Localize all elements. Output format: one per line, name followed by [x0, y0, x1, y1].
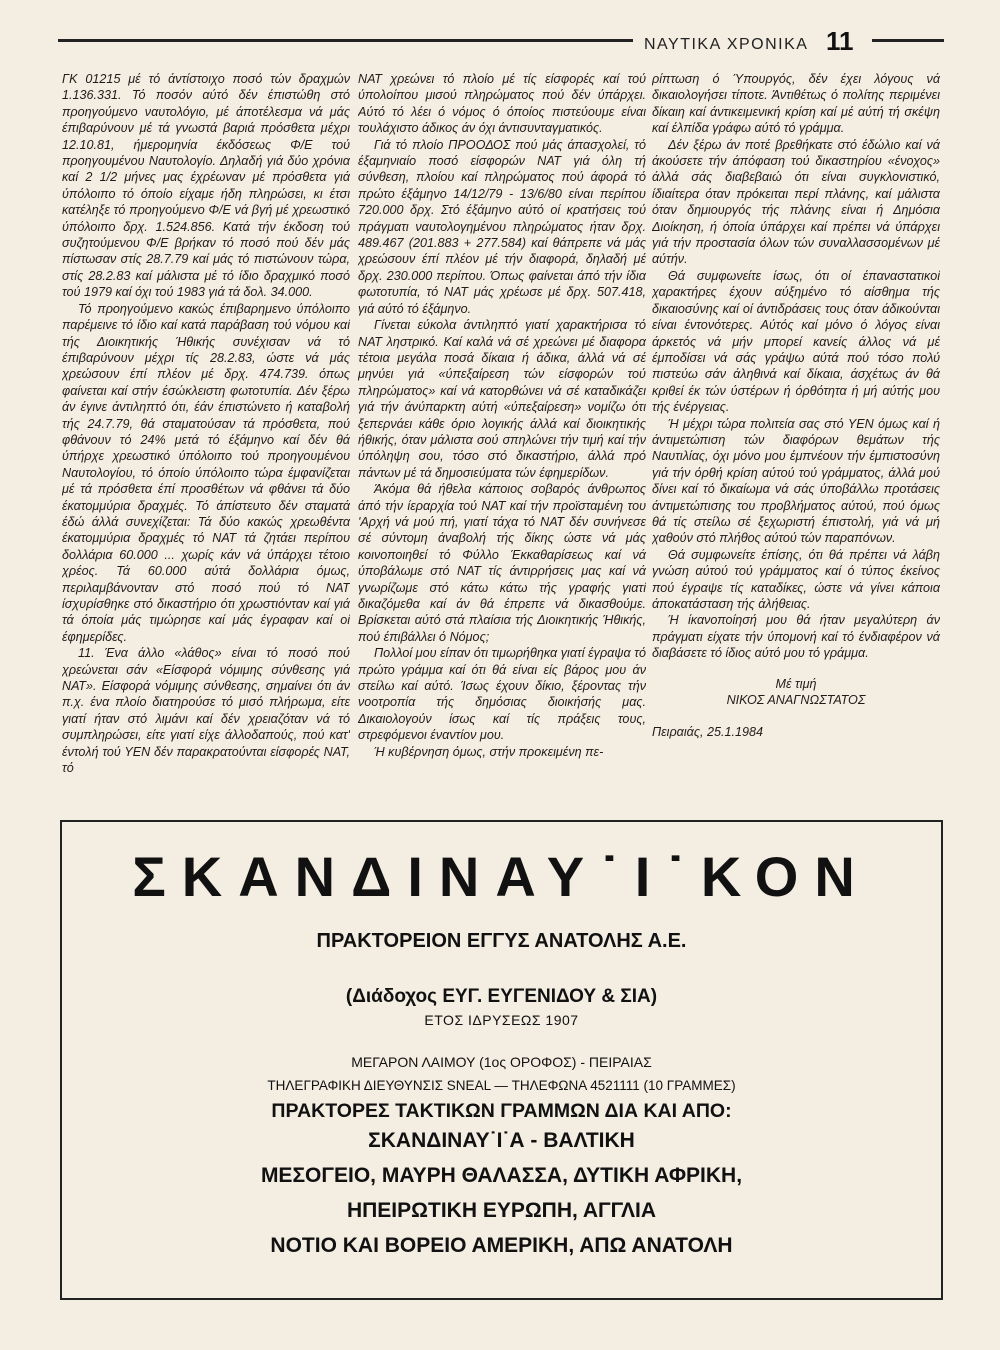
advertisement-box: [60, 820, 943, 1300]
ad-lines-heading: ΠΡΑΚΤΟΡΕΣ ΤΑΚΤΙΚΩΝ ΓΡΑΜΜΩΝ ΔΙΑ ΚΑΙ ΑΠΟ:: [271, 1100, 732, 1122]
ad-destination: ΗΠΕΙΡΩΤΙΚΗ ΕΥΡΩΠΗ, ΑΓΓΛΙΑ: [346, 1199, 657, 1222]
ad-destination: ΣΚΑΝΔΙΝΑΥ˙Ι˙Α - ΒΑΛΤΙΚΗ: [368, 1129, 635, 1152]
paragraph: Τό προηγούμενο κακώς έπιβαρημενο ύπόλοιπο παρέμεινε τό ίδιο καί κατά παράβαση τού νόμου καί τής Διοικητικής Ήθικής συνέχισαν νά τό έπιβαρύνουν μέχρι τίς 28.2.83, ώστε νά μάς χρεώσουν έπί πλέον μέ δρχ. 474.739. όπως φαίνεται καί στήν έσώκλειστη φωτοτυπία. Δέν ξέρω άν έγινε άντιληπτό ότι, έάν έπιστώνετο ή καταβολή τής 24.7.79, θά σταματούσαν τά πρόσθετα, πού φθάνουν τό 24% μετά τό έξάμηνο καί δέν θά ύπήρχε χρεωστικό ύπόλοιπο τού προηγουμένου Ναυτολογίου, τό όποίο ύπόλοιπο τώρα έμφανίζεται μέ τά πρόσθετα έπί προσθέτων νά φθάνει τά δύο έκατομμύρια δραχμές. Τό άπίστευτο δέν σταματά έδώ άλλά συνεχίζεται: Τά δύο κακώς χρεωθέντα έκατομμύρια δραχμές τό ΝΑΤ τά ζητάει περίπου δολλάρια 60.000 ... χωρίς κάν νά ύπάρχει τέτοιο χρέος. Τά 60.000 αύτά δολλάρια όμως, περιλαμβάνονταν στό ποσό πού τό ΝΑΤ ίσχυρίσθηκε στό δικαστήριο ότι χρωστιόνταν καί γιά τά όποία μάς τιμώρησε καί μάς έγραφαν καί οί έφημερίδες.: [62, 301, 350, 644]
ad-successor-line: (Διάδοχος ΕΥΓ. ΕΥΓΕΝΙΔΟΥ & ΣΙΑ): [345, 986, 658, 1007]
magazine-title: ΝΑΥΤΙΚΑ ΧΡΟΝΙΚΑ: [644, 36, 809, 53]
page-number: 11: [826, 26, 854, 56]
paragraph: Άκόμα θά ήθελα κάποιος σοβαρός άνθρωπος άπό τήν ίεραρχία τού ΝΑΤ καί τήν προϊσταμένη του 'Αρχή νά μού πή, γιατί τάχα τό ΝΑΤ δέν συνήνεσε σέ σύντομη άναβολή τής δίκης ώστε νά μάς κοινοποιηθεί τό Φύλλο Έκκαθαρίσεως καί νά ύποβάλωμε στό ΝΑΤ τίς άντιρρήσεις μας καί νά γνωρίζωμε στό κάτω κάτω τής γραφής γιατί δικαζόμεθα καί άν θά έπρεπε νά δικασθούμε. Βρίσκεται αύτό στά πλαίσια τής Διοικητικής Ήθικής, πού έπιβάλλει ό Νόμος;: [358, 482, 646, 644]
paragraph: Θά συμφωνείτε έπίσης, ότι θά πρέπει νά λάβη γνώση αύτού τού γράμματος καί ό τύπος έκείνος πού έγραψε τίς καταδίκες, ώστε νά γίνει κάποια άποκατάσταση τής άλήθειας.: [652, 547, 940, 611]
paragraph: ΝΑΤ χρεώνει τό πλοίο μέ τίς είσφορές καί τού ύπολοίπου μισού πληρώματος πού δέν ύπάρχει. Αύτό τό λέει ό νόμος ό όποίος πιστεύουμε είναι τουλάχιστο άδικος άν όχι άντισυνταγματικός.: [358, 72, 646, 136]
paragraph: Γιά τό πλοίο ΠΡΟΟΔΟΣ πού μάς άπασχολεί, τό έξαμηνιαίο ποσό είσφορών ΝΑΤ γιά όλη τή σύνθεση, πλοίου καί πληρώματος πού άφορά τό πρώτο έξάμηνο 14/12/79 - 13/6/80 είναι περίπου 720.000 δρχ. Στό έξάμηνο αύτό οί κρατήσεις τού πράγματι ναυτολογημένου πληρώματος ήταν δρχ. 489.467 (201.883 + 277.584) καί θάπρεπε νά μάς χρεώσουν έπί πλέον μέ τήν διαφορά, δηλαδή μέ δρχ. 230.000 περίπου. Όπως φαίνεται άπό τήν ίδια φωτοτυπία, τό ΝΑΤ μάς χρέωσε μέ δρχ. 507.418, γιά αύτό τό έξάμηνο.: [358, 137, 646, 316]
paragraph: Ή ίκανοποίησή μου θά ήταν μεγαλύτερη άν πράγματι είχατε τήν ύπομονή καί τό ένδιαφέρον νά διαβάσετε τό ίδιος αύτό μου τό γράμμα.: [652, 613, 940, 661]
paragraph: 11. Ένα άλλο «λάθος» είναι τό ποσό πού χρεώνεται σάν «Είσφορά νόμιμης σύνθεσης γιά ΝΑΤ». Είσφορά νόμιμης σύνθεσης, σημαίνει ότι άν π.χ. ένα πλοίο διατηρούσε τό μισό πλήρωμα, είτε γιατί ήταν στό λιμάνι καί δέν χρειαζόταν νά τό συμπληρώσει, είτε γιατί είχε άλλοδαπούς, πού κατ' έντολή τού ΥΕΝ δέν παρακρατούνται είσφορές ΝΑΤ, τό: [62, 646, 350, 776]
paragraph: Θά συμφωνείτε ίσως, ότι οί έπαναστατικοί χαρακτήρες έχουν αύξημένο τό αίσθημα τής δικαιοσύνης καί οί άντιδράσεις τους όταν άδικούνται είναι έντονότερες. Αύτός καί μόνο ό λόγος είναι άρκετός νά μήν μπορεί κανείς άλλος νά μέ έμποδίσει νά σάς γράψω αύτά πού τόσο πολύ πιστεύω σάν άληθινά καί δίκαια, άσχέτως άν θά κριθεί έκ τών ύστέρων ή όρθότητα ή μή αύτής μου τής ένέργειας.: [652, 268, 940, 415]
paragraph: ρίπτωση ό Ύπουργός, δέν έχει λόγους νά δικαιολογήσει τίποτε. Άντιθέτως ό πολίτης περιμένει δίκαιη καί άντικειμενική κρίση καί μέ αύτή τή σκέψη καί έλπίδα γράφω αύτό τό γράμμα.: [652, 72, 940, 136]
paragraph: Δέν ξέρω άν ποτέ βρεθήκατε στό έδώλιο καί νά άκούσετε τήν άπόφαση τού δικαστηρίου «ένοχος» άλλά σάς διαβεβαιώ ότι είναι συγκλονιστικό, ίδιαίτερα όταν πρόκειται περί πλάνης, καί μάλιστα όταν δημιουργός τής πλάνης είναι ή Δημόσια Διοίκηση, ή όποία ύπάρχει καί πρέπει νά ύπάρχει γιά τήν προστασία όλων τών συναλλασσομένων μέ αύτήν.: [652, 137, 940, 267]
text-column-1: [62, 71, 350, 811]
header-rule-right: [872, 39, 944, 42]
text-column-2: [358, 71, 646, 791]
ad-company-name: ΠΡΑΚΤΟΡΕΙΟΝ ΕΓΓΥΣ ΑΝΑΤΟΛΗΣ Α.Ε.: [316, 930, 687, 952]
header-rule-left: [58, 39, 633, 42]
ad-founded-year: ΕΤΟΣ ΙΔΡΥΣΕΩΣ 1907: [424, 1012, 579, 1028]
signature-closing: Μέ τιμή: [775, 676, 817, 691]
ad-destination: ΜΕΣΟΓΕΙΟ, ΜΑΥΡΗ ΘΑΛΑΣΣΑ, ΔΥΤΙΚΗ ΑΦΡΙΚΗ,: [260, 1164, 743, 1187]
paragraph: ΓΚ 01215 μέ τό άντίστοιχο ποσό τών δραχμών 1.136.331. Τό ποσόν αύτό δέν έπιστώθη στό προηγούμενο ναυτολόγιο, μέ άποτέλεσμα νά μάς έπιβαρύνουν μέ τά γνωστά βαριά πρόσθετα μέχρι 12.10.81, ήμερομηνία έκδόσεως Φ/Ε τού προηγουμένου Ναυτολογίο. Δηλαδή γιά δύο χρόνια καί 2 1/2 μήνες μας έχρέωναν μέ πρόσθετα γιά ύπόλοιπο τό όποίο είχαμε ήδη πληρώσει, κι έτσι κατέληξε τό προηγούμενο Φ/Ε νά βγή μέ χρεωστικό ύπόλοιπο δρχ. 1.524.856. Κατά τήν έκδοση τού συζητούμενου Φ/Ε βρήκαν τό ποσό πού δέν μάς πίστωσαν στίς 28.7.79 καί μάς τό πιστώνουν τώρα, στίς 28.2.83 καί μάλιστα μέ τό ίδιο δραχμικό ποσό τού 1979 καί όχι τού 1983 γιά τά δολ. 34.000.: [62, 72, 350, 300]
paragraph: Ή κυβέρνηση όμως, στήν προκειμένη πε-: [374, 744, 604, 759]
paragraph: Γίνεται εύκολα άντιληπτό γιατί χαρακτήρισα τό ΝΑΤ ληστρικό. Καί καλά νά σέ χρεώνει μέ διαφορα τέτοια μεγάλα ποσά δίκαια ή άδικα, άλλά νά σέ μηνύει γιά «ύπεξαίρεση τών είσφορών τού πληρώματος» καί νά κατορθώνει νά σέ καταδικάζει γιά τήν άνύπαρκτη αύτή «ύπεξαίρεση» νομίζω ότι ξεπερνάει κάθε όριο λογικής άλλά καί διοικητικής ήθικής, όταν μάλιστα σού σπηλώνει τήν τιμή καί τήν ύπόληψη σου, τόσο στό δικαστήριο, άλλά πρό πάντων μέ τά δημοσιεύματα τών έφημερίδων.: [358, 318, 646, 480]
ad-address: ΜΕΓΑΡΟΝ ΛΑΙΜΟΥ (1ος ΟΡΟΦΟΣ) - ΠΕΙΡΑΙΑΣ: [351, 1054, 652, 1070]
paragraph: Πολλοί μου είπαν ότι τιμωρήθηκα γιατί έγραψα τό πρώτο γράμμα καί ότι θά είναι είς βάρος μου άν στείλω καί αύτό. Ίσως έχουν δίκιο, ξέροντας τήν νοοτροπία τής δημόσιας διοικήσής μας. Δικαιολογούν ίσως καί τίς πράξεις τους, στρεφόμενοι έναντίον μου.: [358, 646, 646, 743]
ad-brand-name: ΣΚΑΝΔΙΝΑΥ˙Ι˙ΚΟΝ: [132, 845, 871, 908]
ad-telegraph-phone: ΤΗΛΕΓΡΑΦΙΚΗ ΔΙΕΥΘΥΝΣΙΣ SNEAL — ΤΗΛΕΦΩΝΑ 4521111 (10 ΓΡΑΜΜΕΣ): [267, 1078, 736, 1093]
paragraph: Ή μέχρι τώρα πολιτεία σας στό ΥΕΝ όμως καί ή άντιμετώπιση τών διαφόρων θεμάτων τής Ναυτιλίας, όχι μόνο μου έμπνέουν τήν έμπιστοσύνη γιά τήν όρθή κρίση αύτού τού γράμματος, άλλά μού δίνει καί τό δικαίωμα νά σάς ύποβάλλω προτάσεις άντιμετώπισης του προβλήματος αύτού, πού όμως θά τίς στείλω σέ ξεχωριστή έπιστολή, γιά νά μή χαθούν στό πλήθος αύτού τών παραπόνων.: [652, 416, 940, 546]
ad-destination: ΝΟΤΙΟ ΚΑΙ ΒΟΡΕΙΟ ΑΜΕΡΙΚΗ, ΑΠΩ ΑΝΑΤΟΛΗ: [270, 1234, 733, 1257]
text-column-3: [652, 71, 940, 801]
signature-name: ΝΙΚΟΣ ΑΝΑΓΝΩΣΤΑΤΟΣ: [726, 693, 866, 708]
place-date: Πειραιάς, 25.1.1984: [652, 725, 763, 740]
